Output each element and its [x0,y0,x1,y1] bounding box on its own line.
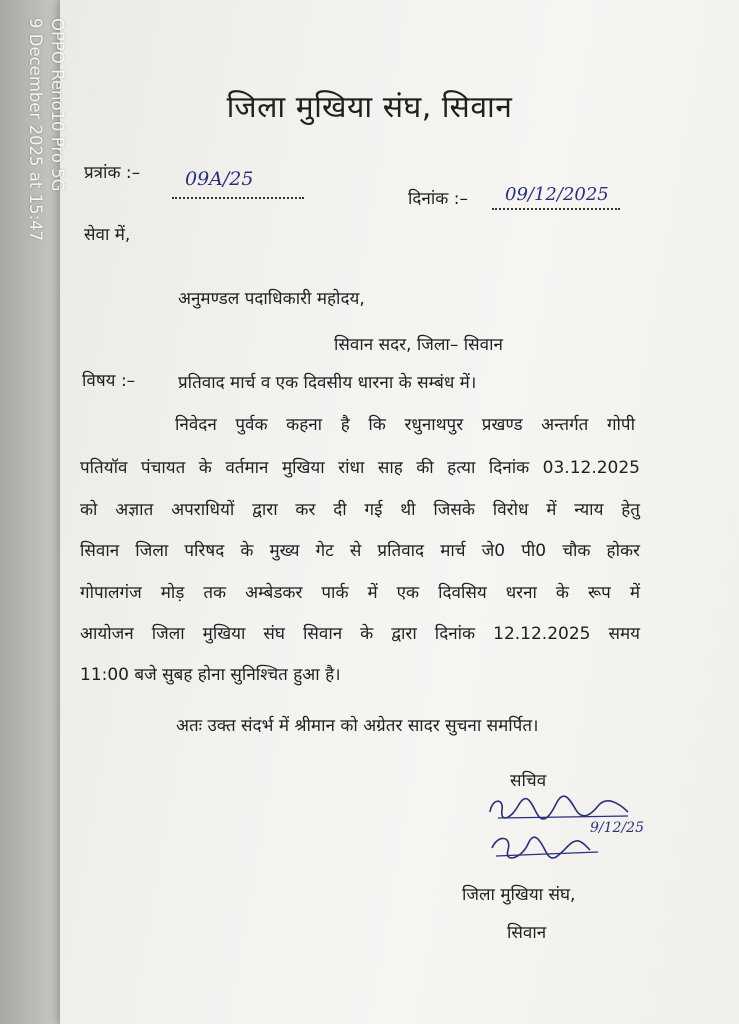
watermark-datetime: 9 December 2025 at 15:47 [26,18,45,242]
body-line: 11:00 बजे सुबह होना सुनिश्चित हुआ है। [80,665,341,685]
salutation: सेवा में, [84,225,131,245]
subject-label: विषय :– [82,371,136,391]
body-line: आयोजन जिला मुखिया संघ सिवान के द्वारा दिनांक 12.12.2025 समय [80,624,640,644]
body-line: सिवान जिला परिषद के मुख्य गेट से प्रतिवाद मार्च जे0 पी0 चौक होकर [80,541,640,561]
body-line: गोपालगंज मोड़ तक अम्बेडकर पार्क में एक दिवसिय धरना के रूप में [80,583,640,603]
sign-title: सचिव [510,771,547,791]
signature-date: 9/12/25 [590,820,644,836]
body-line: निवेदन पुर्वक कहना है कि रधुनाथपुर प्रखण्ड अन्तर्गत गोपी [175,415,635,435]
date-dotted-line [492,208,620,210]
letter-heading: जिला मुखिया संघ, सिवान [226,90,513,125]
org-line-1: जिला मुखिया संघ, [462,885,576,905]
org-line-2: सिवान [507,923,547,943]
recipient-line-2: सिवान सदर, जिला– सिवान [334,335,503,355]
subject-text: प्रतिवाद मार्च व एक दिवसीय धारना के सम्बंध में। [178,373,477,393]
ref-label: प्रत्रांक :– [84,163,141,183]
ref-value: 09A/25 [185,168,254,190]
camera-watermark [8,18,68,288]
recipient-line-1: अनुमण्डल पदाधिकारी महोदय, [178,289,365,309]
body-line: को अज्ञात अपराधियों द्वारा कर दी गई थी जिसके विरोध में न्याय हेतु [80,500,640,520]
body-line: पतियॉव पंचायत के वर्तमान मुखिया रांधा साह की हत्या दिनांक 03.12.2025 [80,458,640,478]
date-value: 09/12/2025 [505,184,609,205]
ref-dotted-line [172,197,304,199]
watermark-device: OPPO Reno10 Pro 5G [48,18,67,192]
handwritten-signature [478,790,648,870]
date-label: दिनांक :– [408,189,468,209]
closing-line: अतः उक्त संदर्भ में श्रीमान को अग्रेतर सादर सुचना समर्पित। [176,716,539,736]
